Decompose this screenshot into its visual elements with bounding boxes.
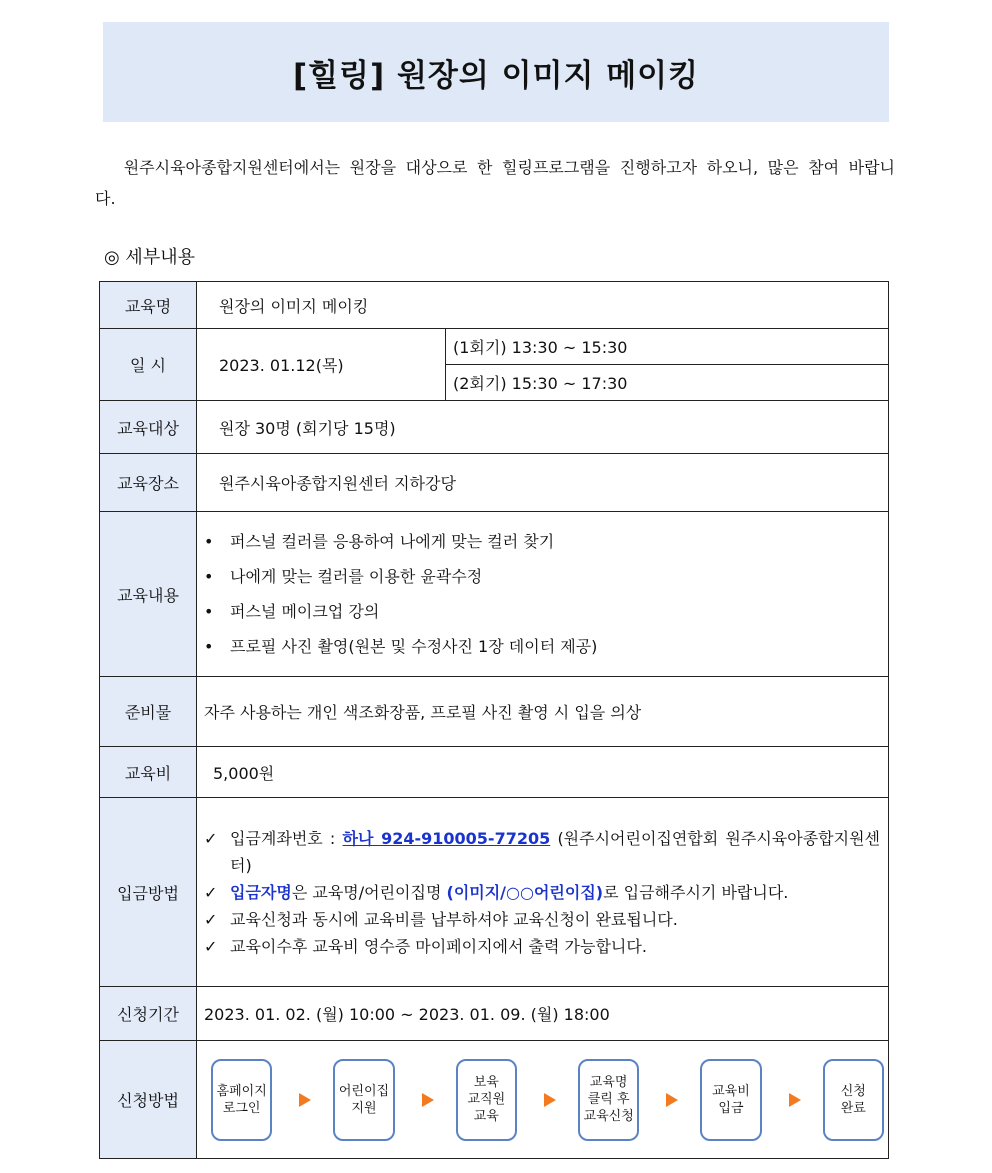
list-item [204,559,888,594]
step-3-line2: 교직원 [467,1092,506,1107]
bullet-icon: • [204,637,214,656]
label-period: 신청기간 [100,987,197,1041]
label-payment: 입금방법 [100,798,197,987]
row-period [100,987,889,1041]
value-supplies: 자주 사용하는 개인 색조화장품, 프로필 사진 촬영 시 입을 의상 [197,677,889,747]
step-3-line1: 보육 [473,1075,499,1090]
check-icon: ✓ [204,882,218,902]
value-place: 원주시육아종합지원센터 지하강당 [197,454,889,512]
value-target: 원장 30명 (회기당 15명) [197,401,889,454]
value-period: 2023. 01. 02. (월) 10:00 ~ 2023. 01. 09. (월) 18:00 [197,987,889,1041]
step-box [211,1059,272,1141]
value-fee: 5,000원 [197,747,889,798]
step-1-line1: 홈페이지 [216,1083,267,1099]
payment-list [197,817,888,968]
label-fee: 교육비 [100,747,197,798]
content-item-1: 퍼스널 컬러를 응용하여 나에게 맞는 컬러 찾기 [230,532,555,551]
arrow-right-icon [666,1093,678,1107]
depositor-name-highlight: 입금자명 [230,882,292,902]
value-session1: (1회기) 13:30 ~ 15:30 [446,329,889,365]
list-item [204,825,880,879]
step-6-line1: 신청 [840,1083,866,1099]
step-3-line3: 교육 [473,1109,499,1124]
value-content [197,512,889,677]
intro-text: 원주시육아종합지원센터에서는 원장을 대상으로 한 힐링프로그램을 진행하고자 하오니, 많은 참여 바랍니다. [95,158,895,208]
step-4-line2: 클릭 후 [587,1092,630,1107]
title-banner [103,22,889,122]
arrow-right-icon [544,1093,556,1107]
bullet-icon: • [204,602,214,621]
check-icon: ✓ [204,936,218,956]
row-target [100,401,889,454]
application-flow [197,1042,888,1158]
value-method [197,1041,889,1159]
list-item [204,524,888,559]
value-date: 2023. 01.12(목) [197,329,446,401]
label-target: 교육대상 [100,401,197,454]
step-2-line1: 어린이집 [338,1083,390,1099]
payment-item1-suffix: (원주시어린이집연합회 원주시육아종합지원센터) [230,828,880,875]
content-item-2: 나에게 맞는 컬러를 이용한 윤곽수정 [230,567,483,586]
label-method: 신청방법 [100,1041,197,1159]
step-5-line1: 교육비 [712,1083,750,1099]
page-title: [힐링] 원장의 이미지 메이킹 [292,57,700,94]
payment-item3: 교육신청과 동시에 교육비를 납부하셔야 교육신청이 완료됩니다. [230,909,678,929]
step-2-line2: 지원 [351,1100,377,1116]
row-payment [100,798,889,987]
account-number-link[interactable]: 하나 924-910005-77205 [342,828,551,848]
content-item-3: 퍼스널 메이크업 강의 [230,602,380,621]
step-box [456,1059,517,1141]
list-item [204,629,888,664]
row-fee [100,747,889,798]
label-course-name: 교육명 [100,282,197,329]
step-5-line2: 입금 [718,1100,744,1116]
payment-item1-prefix: 입금계좌번호 : [230,828,343,848]
row-place [100,454,889,512]
list-item [204,594,888,629]
check-icon: ✓ [204,828,218,848]
value-payment [197,798,889,987]
row-course-name [100,282,889,329]
row-supplies [100,677,889,747]
content-list [197,518,888,670]
bullet-icon: • [204,532,214,551]
step-box [823,1059,884,1141]
label-supplies: 준비물 [100,677,197,747]
payment-item4: 교육이수후 교육비 영수증 마이페이지에서 출력 가능합니다. [230,936,647,956]
arrow-right-icon [422,1093,434,1107]
arrow-right-icon [299,1093,311,1107]
arrow-right-icon [789,1093,801,1107]
step-4-line1: 교육명 [589,1075,628,1090]
payment-item2-suffix: 로 입금해주시기 바랍니다. [603,882,789,902]
payment-item2-mid: 은 교육명/어린이집명 [291,882,447,902]
step-box [700,1059,761,1141]
value-course-name: 원장의 이미지 메이킹 [197,282,889,329]
row-content [100,512,889,677]
step-6-line2: 완료 [840,1100,866,1116]
check-icon: ✓ [204,909,218,929]
intro-paragraph [95,152,895,214]
label-place: 교육장소 [100,454,197,512]
label-datetime: 일 시 [100,329,197,401]
label-content: 교육내용 [100,512,197,677]
step-1-line2: 로그인 [222,1100,261,1116]
bullet-icon: • [204,567,214,586]
list-item [204,906,880,933]
row-method [100,1041,889,1159]
list-item [204,879,880,906]
details-table [99,281,889,1159]
depositor-example: (이미지/○○어린이집) [446,882,604,902]
step-4-line3: 교육신청 [583,1109,634,1124]
value-session2: (2회기) 15:30 ~ 17:30 [446,365,889,401]
row-datetime [100,329,889,365]
step-box [578,1059,639,1141]
list-item [204,933,880,960]
content-item-4: 프로필 사진 촬영(원본 및 수정사진 1장 데이터 제공) [230,637,598,656]
step-box [333,1059,394,1141]
section-heading: ◎ 세부내용 [104,247,195,268]
